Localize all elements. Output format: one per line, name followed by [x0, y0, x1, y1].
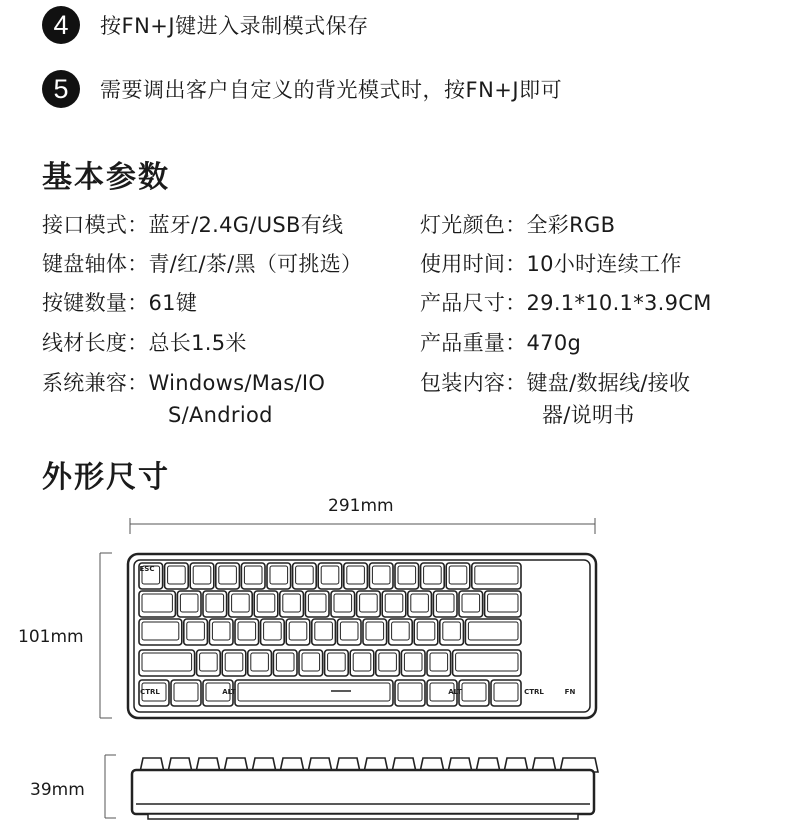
- param-label: 产品重量：: [420, 331, 527, 355]
- keycap-top: [411, 594, 429, 612]
- keycap-top: [225, 653, 243, 671]
- keycap-top: [238, 622, 256, 640]
- param-package-cont: 器/说明书: [542, 403, 635, 427]
- keycap-top: [462, 594, 480, 612]
- keycap-top: [174, 683, 198, 701]
- key-legend-ctrl: CTRL: [140, 688, 160, 696]
- key-legend-esc: ESC: [139, 565, 155, 573]
- keycap-top: [494, 683, 518, 701]
- keycap-top: [475, 566, 518, 584]
- param-value: Windows/Mas/IO: [148, 371, 326, 395]
- keycap-top: [424, 566, 442, 584]
- param-label: 系统兼容：: [42, 371, 149, 395]
- keycap-top: [334, 594, 352, 612]
- key-legend-alt-right: ALT: [448, 688, 462, 696]
- keycap-top: [276, 653, 294, 671]
- keycap-top: [443, 622, 461, 640]
- keycap-top: [264, 622, 282, 640]
- keycap-top: [328, 653, 346, 671]
- keycap-top: [379, 653, 397, 671]
- step-number-badge: 4: [42, 6, 80, 44]
- param-value: 10小时连续工作: [526, 252, 682, 276]
- param-label: 包装内容：: [420, 371, 527, 395]
- param-value: 键盘/数据线/接收: [526, 371, 691, 395]
- keycap-top: [142, 653, 192, 671]
- keycap-top: [142, 594, 172, 612]
- step-text: 按FN+J键进入录制模式保存: [100, 14, 369, 38]
- keycap-top: [398, 683, 422, 701]
- param-value: 青/红/茶/黑（可挑选）: [148, 252, 363, 276]
- keycap-top: [353, 653, 371, 671]
- keycap-top: [296, 566, 314, 584]
- key-legend-fn: FN: [564, 688, 576, 696]
- step-number-badge: 5: [42, 70, 80, 108]
- params-heading: 基本参数: [42, 160, 170, 195]
- depth-label: 101mm: [18, 627, 84, 647]
- keycap-top: [289, 622, 307, 640]
- param-label: 灯光颜色：: [420, 213, 527, 237]
- keycap-top: [302, 653, 320, 671]
- dimensions-heading: 外形尺寸: [42, 460, 170, 495]
- param-label: 使用时间：: [420, 252, 527, 276]
- keycap-top: [321, 566, 339, 584]
- keycap-top: [193, 566, 211, 584]
- param-label: 产品尺寸：: [420, 291, 527, 315]
- keycap-top: [200, 653, 218, 671]
- keycap-top: [398, 566, 416, 584]
- keycap-top: [404, 653, 422, 671]
- keycap-top: [251, 653, 269, 671]
- keycap-top: [206, 594, 224, 612]
- key-legend-ctrl-right: CTRL: [524, 688, 544, 696]
- keycap-top: [436, 594, 454, 612]
- keycap-top: [449, 566, 467, 584]
- keycap-top: [430, 653, 448, 671]
- keycap-top: [180, 594, 198, 612]
- param-compat-cont: S/Andriod: [168, 403, 273, 427]
- keycap-top: [462, 683, 486, 701]
- step-text: 需要调出客户自定义的背光模式时，按FN+J即可: [100, 78, 563, 102]
- keycap-top: [238, 683, 390, 701]
- param-value: 470g: [526, 331, 582, 355]
- keycap-top: [283, 594, 301, 612]
- keycap-top: [142, 622, 179, 640]
- key-legend-alt: ALT: [222, 688, 236, 696]
- width-label: 291mm: [328, 496, 394, 516]
- keycap-top: [244, 566, 262, 584]
- keycap-top: [168, 566, 186, 584]
- keycap-top: [270, 566, 288, 584]
- param-label: 按键数量：: [42, 291, 149, 315]
- param-value: 总长1.5米: [148, 331, 247, 355]
- keycap-top: [308, 594, 326, 612]
- param-value: 29.1*10.1*3.9CM: [526, 291, 712, 315]
- keyboard-side-view: [126, 752, 600, 822]
- param-label: 线材长度：: [42, 331, 149, 355]
- keycap-top: [488, 594, 518, 612]
- keycap-top: [347, 566, 365, 584]
- keycap-top: [385, 594, 403, 612]
- keycap-top: [456, 653, 518, 671]
- keycap-top: [372, 566, 390, 584]
- keycap-top: [392, 622, 410, 640]
- keycap-top: [187, 622, 205, 640]
- param-value: 61键: [148, 291, 198, 315]
- keycap-top: [417, 622, 435, 640]
- keycap-top: [468, 622, 518, 640]
- height-label: 39mm: [30, 780, 85, 800]
- keycap-top: [315, 622, 333, 640]
- keycap-top: [232, 594, 250, 612]
- keycap-top: [366, 622, 384, 640]
- param-label: 键盘轴体：: [42, 252, 149, 276]
- keycap-top: [212, 622, 230, 640]
- keyboard-top-view: [126, 552, 600, 722]
- keycap-top: [340, 622, 358, 640]
- keycap-top: [360, 594, 378, 612]
- param-value: 全彩RGB: [526, 213, 616, 237]
- param-value: 蓝牙/2.4G/USB有线: [148, 213, 344, 237]
- keycap-top: [219, 566, 237, 584]
- keycap-top: [257, 594, 275, 612]
- param-label: 接口模式：: [42, 213, 149, 237]
